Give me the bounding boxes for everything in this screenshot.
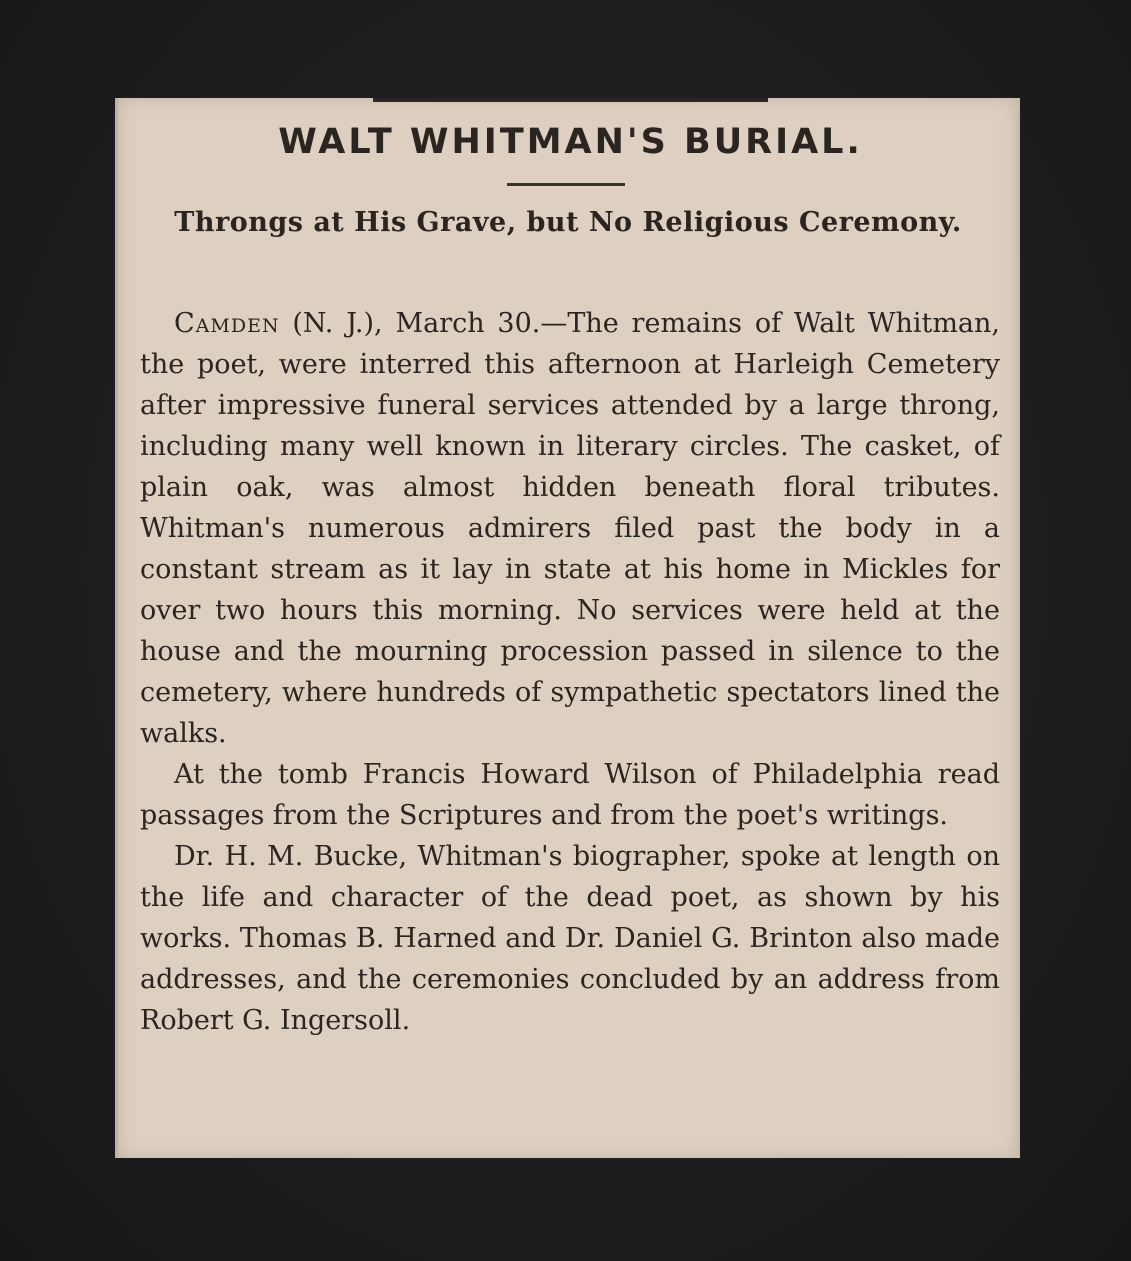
headline-rule: [507, 183, 625, 186]
article-paragraph-2: At the tomb Francis Howard Wilson of Philadelphia read passages from the Scriptures and from the poet's writings.: [140, 759, 1000, 831]
dateline-place: Camden: [174, 308, 280, 339]
top-rule-line: [373, 98, 768, 102]
newspaper-clipping: [115, 98, 1020, 1158]
article-headline: WALT WHITMAN'S BURIAL.: [278, 122, 863, 162]
article-paragraph-3: Dr. H. M. Bucke, Whitman's biographer, spoke at length on the life and character of the dead poet, as shown by his works. Thomas B. Harned and Dr. Daniel G. Brinton also made addresses, and the ceremonies concluded by an address from Robert G. Ingersoll.: [140, 841, 1000, 1036]
article-paragraph-1: [140, 303, 1000, 754]
paragraph-1-text: (N. J.), March 30.—The remains of Walt Whitman, the poet, were interred this afternoon at Harleigh Cemetery after impressive funeral services attended by a large throng, including many well known in literary circles. The casket, of plain oak, was almost hidden beneath floral tributes. Whitman's numerous admirers filed past the body in a constant stream as it lay in state at his home in Mickles for over two hours this morning. No services were held at the house and the mourning procession passed in silence to the cemetery, where hundreds of sympathetic spectators lined the walks.: [140, 308, 1000, 749]
article-subheadline: Throngs at His Grave, but No Religious Ceremony.: [174, 207, 962, 238]
article-body: [140, 303, 1000, 1041]
